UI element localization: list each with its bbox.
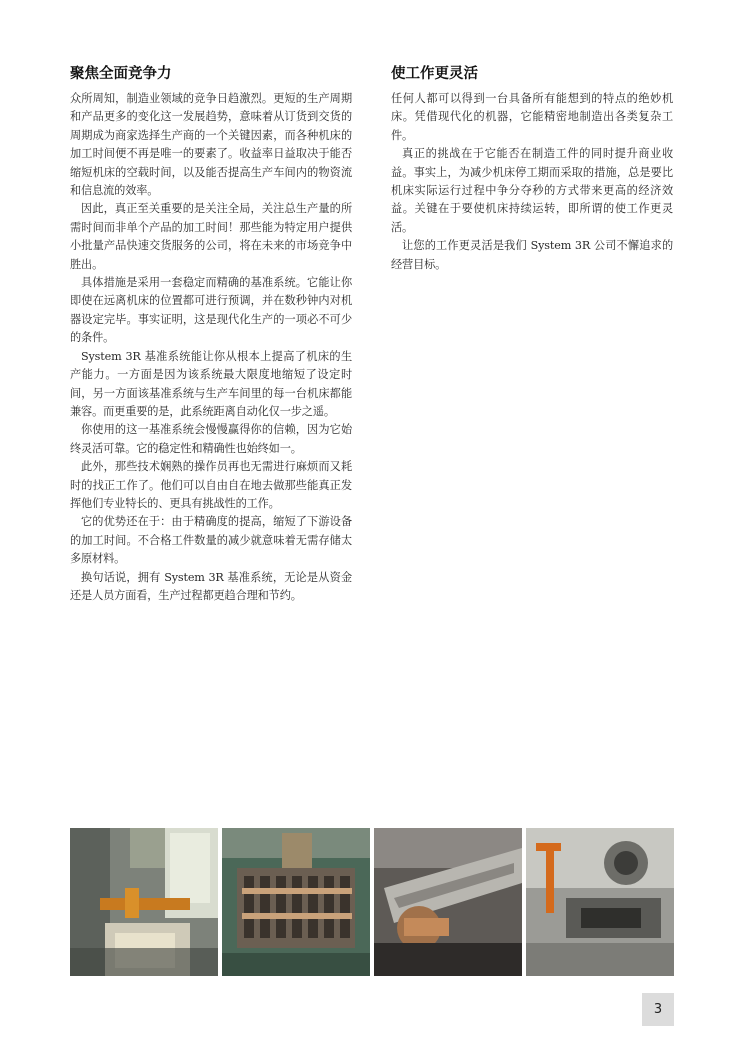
paragraph: 你使用的这一基准系统会慢慢赢得你的信赖，因为它始终灵活可靠。它的稳定性和精确性也始终如一。 — [70, 423, 352, 455]
machine-tool-photo-1 — [70, 828, 218, 976]
right-column — [391, 64, 673, 274]
electrode-holders-photo — [222, 828, 370, 976]
paragraph: 任何人都可以得到一台具备所有能想到的特点的绝妙机床。凭借现代化的机器，它能精密地制造出各类复杂工件。 — [391, 92, 673, 142]
robot-gripper-photo — [374, 828, 522, 976]
page-number: 3 — [642, 993, 674, 1026]
paragraph: 众所周知，制造业领域的竞争日趋激烈。更短的生产周期和产品更多的变化这一发展趋势，意味着从订货到交货的周期成为商家选择生产商的一个关键因素，而各种机床的加工时间便不再是唯一的要素了。收益率日益取决于能否缩短机床的空载时间，以及能否提高生产车间内的物资流和信息流的效率。 — [70, 92, 352, 198]
machine-chuck-photo — [526, 828, 674, 976]
photo-strip — [70, 828, 674, 976]
paragraph: 它的优势还在于：由于精确度的提高，缩短了下游设备的加工时间。不合格工件数量的减少就意味着无需存储太多原材料。 — [70, 515, 352, 566]
paragraph: 具体措施是采用一套稳定而精确的基准系统。它能让你即使在远离机床的位置都可进行预调，并在数秒钟内对机器设定完毕。事实证明，这是现代化生产的一项必不可少的条件。 — [70, 276, 352, 345]
paragraph: 换句话说，拥有 System 3R 基准系统，无论是从资金还是人员方面看，生产过程都更趋合理和节约。 — [70, 570, 352, 602]
section-heading-flexibility: 使工作更灵活 — [391, 66, 478, 82]
paragraph: 真正的挑战在于它能否在制造工件的同时提升商业收益。事实上，为减少机床停工期而采取的措施，总是要比机床实际运行过程中争分夺秒的方式带来更高的经济效益。关键在于要使机床持续运转，即所谓的使工作更灵活。 — [391, 147, 673, 234]
paragraph: System 3R 基准系统能让你从根本上提高了机床的生产能力。一方面是因为该系统最大限度地缩短了设定时间，另一方面该基准系统与生产车间里的每一台机床都能兼容。而更重要的是，此系统距离自动化仅一步之遥。 — [70, 349, 352, 418]
section-heading-competitiveness: 聚焦全面竞争力 — [70, 66, 172, 82]
paragraph: 此外，那些技术娴熟的操作员再也无需进行麻烦而又耗时的找正工作了。他们可以自由自在地去做那些能真正发挥他们专业特长的、更具有挑战性的工作。 — [70, 460, 352, 510]
paragraph: 让您的工作更灵活是我们 System 3R 公司不懈追求的经营目标。 — [391, 239, 673, 271]
left-column — [70, 64, 352, 605]
paragraph: 因此，真正至关重要的是关注全局，关注总生产量的所需时间而非单个产品的加工时间！那些能为特定用户提供小批量产品快速交货服务的公司，将在未来的市场竞争中胜出。 — [70, 202, 352, 271]
